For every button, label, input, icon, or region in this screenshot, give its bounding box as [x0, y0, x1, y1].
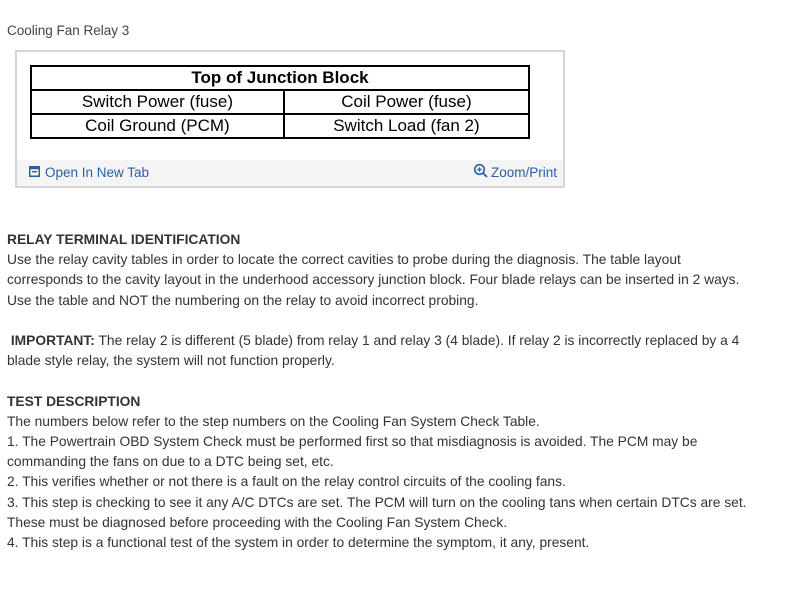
zoom-print-link[interactable] [473, 163, 557, 182]
junction-block-diagram [17, 52, 563, 160]
cavity-switch-load: Switch Load (fan 2) [284, 114, 529, 138]
paragraph-line: Use the relay cavity tables in order to locate the correct cavities to probe during the diagnosis. The table layout [7, 252, 681, 268]
paragraph-line: commanding the fans on due to a DTC being set, etc. [7, 454, 334, 470]
important-note [7, 331, 777, 351]
important-text: The relay 2 is different (5 blade) from relay 1 and relay 3 (4 blade). If relay 2 is incorrectly replaced by a 4 [94, 333, 740, 348]
important-label: IMPORTANT: [10, 333, 95, 348]
diagram-header: Top of Junction Block [31, 66, 529, 90]
article-body [7, 230, 777, 553]
paragraph-line: The numbers below refer to the step numbers on the Cooling Fan System Check Table. [7, 413, 540, 429]
figure-toolbar [17, 160, 563, 186]
paragraph-line: 2. This verifies whether or not there is a fault on the relay control circuits of the cooling fans. [7, 474, 566, 490]
open-in-new-tab-label: Open In New Tab [45, 165, 150, 180]
zoom-print-label: Zoom/Print [490, 165, 557, 180]
paragraph-line: 1. The Powertrain OBD System Check must be performed first so that misdiagnosis is avoided. The PCM may be [7, 434, 698, 449]
cavity-switch-power: Switch Power (fuse) [31, 90, 284, 114]
cavity-coil-power: Coil Power (fuse) [284, 90, 529, 114]
figure-box [15, 50, 565, 188]
section-heading-relay-terminal: RELAY TERMINAL IDENTIFICATION [7, 232, 241, 247]
paragraph-line: 3. This step is checking to see it any A/C DTCs are set. The PCM will turn on the cooling tans when certain DTCs are set. [7, 494, 747, 510]
paragraph-line: corresponds to the cavity layout in the underhood accessory junction block. Four blade relays can be inserted in 2 ways. [7, 272, 740, 288]
cavity-coil-ground: Coil Ground (PCM) [31, 114, 284, 138]
paragraph-line: These must be diagnosed before proceeding with the Cooling Fan System Check. [7, 514, 508, 530]
paragraph-line: blade style relay, the system will not function properly. [7, 353, 335, 369]
page-title: Cooling Fan Relay 3 [7, 23, 130, 38]
junction-block-table [30, 65, 530, 139]
open-in-new-tab-link[interactable] [29, 165, 149, 180]
open-tab-icon [29, 165, 40, 180]
paragraph-line: 4. This step is a functional test of the system in order to determine the symptom, it any, present. [7, 535, 590, 551]
paragraph-line: Use the table and NOT the numbering on the relay to avoid incorrect probing. [7, 292, 479, 308]
section-heading-test-description: TEST DESCRIPTION [7, 393, 141, 409]
zoom-icon [473, 163, 489, 182]
